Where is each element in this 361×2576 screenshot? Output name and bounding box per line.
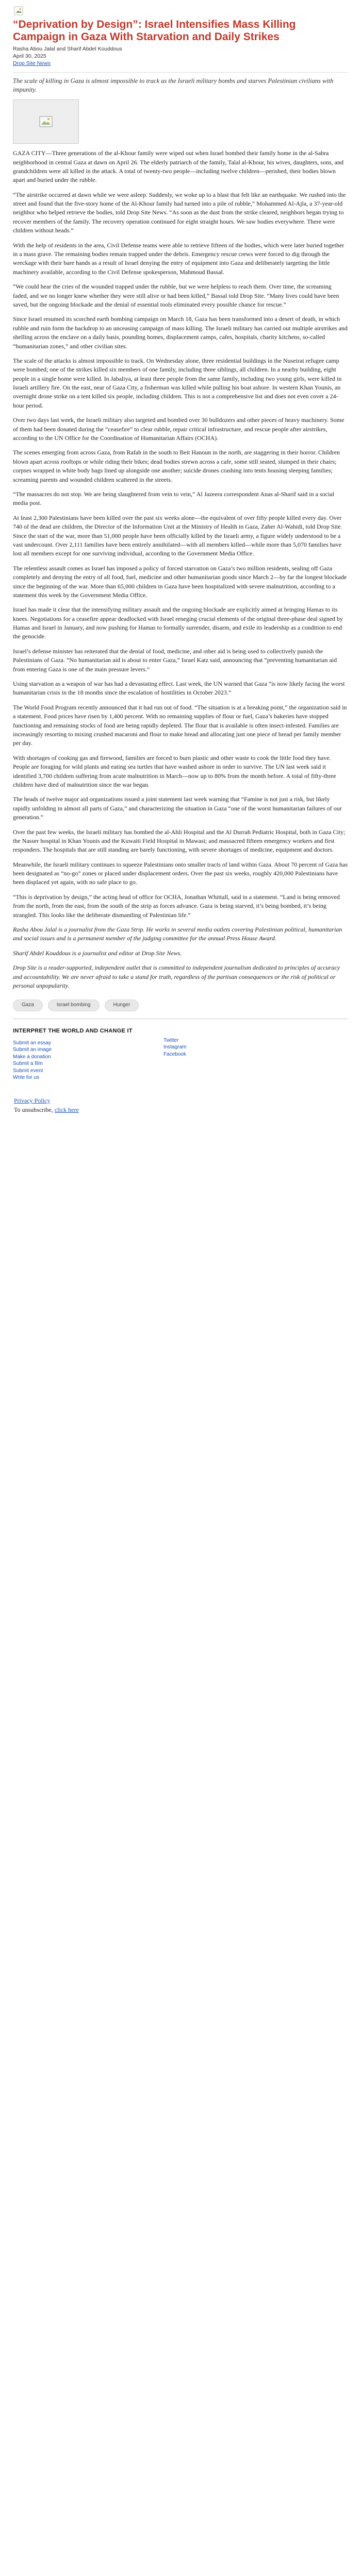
logo-icon[interactable]	[14, 6, 23, 15]
paragraph: The World Food Program recently announced that it had run out of food. “The situation is at a breaking point,” the organization said in a statement. Food prices have risen by 1,400 percent. With no remaining supplies of flour or fuel, Gaza’s bakeries have stopped functioning and remaining stocks of food are being rapidly depleted. The flour that is available is often insect-infested. Families are increasingly resorting to mixing crushed macaroni and flour to make bread and allocating just one piece of bread per family member per day.	[13, 703, 347, 747]
footer-link-submit-film[interactable]: Submit a film	[13, 1061, 43, 1067]
paragraph: Israel has made it clear that the intensifying military assault and the ongoing blockade are explicitly aimed at bringing Hamas to its knees. Negotiations for a ceasefire appear deadlocked with Israel reneging crucial elements of the original three-phase deal signed by Hamas and Israel in January, and now pushing for Hamas to formally surrender, disarm, and exile its leadership as a condition to end the genocide.	[13, 606, 343, 640]
unsubscribe-prefix: To unsubscribe,	[14, 1106, 53, 1114]
footer-link-twitter[interactable]: Twitter	[163, 1037, 179, 1043]
paragraph: The relentless assault comes as Israel has imposed a policy of forced starvation on Gaza’s two million residents, sealing off Gaza completely and denying the entry of all food, fuel, medicine and other humanitarian goods since March 2—by far the longest blockade since the beginning of the war. More than 65,000 children in Gaza have been hospitalized with severe malnutrition, according to a statement this week by the Government Media Office.	[13, 564, 347, 599]
paragraph: With shortages of cooking gas and firewood, families are forced to burn plastic and other waste to cook the little food they have. People are foraging for wild plants and eating sea turtles that have washed ashore in order to survive. The UN last week said it identified 3,700 children suffering from acute malnutrition in March—now up to 80% from the month before. A total of fifty-three children have died of malnutrition since the war began.	[13, 754, 336, 788]
article-body	[13, 149, 348, 990]
byline	[13, 46, 348, 67]
tag-hunger[interactable]: Hunger	[105, 999, 139, 1011]
paragraph: The heads of twelve major aid organizations issued a joint statement last week warning that “Famine is not just a risk, but likely rapidly unfolding in almost all parts of Gaza,” and characterizing the situation in Gaza “one of the worst humanitarian failures of our generation.”	[13, 795, 342, 821]
unsubscribe-line	[14, 1105, 348, 1115]
paragraph: Over the past few weeks, the Israeli military has bombed the al-Ahli Hospital and the Al Durrah Pediatric Hospital, both in Gaza City; the Nasser hospital in Khan Younis and the Kuwaiti Field Hospital in Mawasi; and massacred fifteen emergency workers and first responders. The hospitals that are still standing are barely functioning, with severe shortages of medicine, equipment and doctors.	[13, 828, 346, 854]
author-bio: Rasha Abou Jalal is a journalist from the Gaza Strip. He works in several media outlets covering Palestinian political, humanitarian and social issues and is a permanent member of the judging committee for the annual Press House Award.	[13, 926, 342, 942]
paragraph: The scenes emerging from across Gaza, from Rafah in the south to Beit Hanoun in the north, are staggering in their horror. Children blown apart across rooftops or while riding their bikes; dead bodies strewn across a cafe, some still seated, slumped in their chairs; corpses wrapped in white body bags lined up alongside one another; suicide drones crashing into tents housing sleeping families; screaming parents and wounded children scattered in the streets.	[13, 449, 340, 483]
tag-israel-bombing[interactable]: Israel bombing	[48, 999, 100, 1011]
paragraph: Over two days last week, the Israeli military also targeted and bombed over 30 bulldozers and other pieces of heavy machinery. Some of them had been donated during the “ceasefire” to clear rubble, repair critical infrastructure, and rescue people after airstrikes, according to the UN Office for the Coordination of Humanitarian Affairs (OCHA).	[13, 416, 344, 442]
footer-heading: INTERPRET THE WORLD AND CHANGE IT	[13, 1027, 133, 1034]
publication-note: Drop Site is a reader-supported, independent outlet that is committed to independent journalism dedicated to principles of accuracy and accountability. We are never afraid to take a stand for truth, regardless of the partisan consequences or the risk of political or personal unpopularity.	[13, 964, 340, 989]
paragraph: “This is deprivation by design,” the acting head of office for OCHA, Jonathan Whittall, said in a statement. “Land is being removed from the north, from the east, from the south of the strip as forces advance. Gaza is being starved, it’s being bombed, it’s being strangled. This looks like the deliberate dismantling of Palestinian life.”	[13, 893, 340, 919]
footer-link-facebook[interactable]: Facebook	[163, 1051, 186, 1057]
footer-link-donation[interactable]: Make a donation	[13, 1054, 51, 1060]
paragraph: Since Israel resumed its scorched earth bombing campaign on March 18, Gaza has been transformed into a desert of death, in which rubble and ruin form the backdrop to an unceasing campaign of mass killing. The Israeli military has carried out multiple airstrikes and shelling across the enclave on a daily basis, pounding homes, displacement camps, cafes, hospitals, charity kitchens, so-called “humanitarian zones,” and other civilian sites.	[13, 315, 348, 350]
author-bio: Sharif Abdel Kouddous is a journalist and editor at Drop Site News.	[13, 949, 182, 957]
paragraph: GAZA CITY—Three generations of the al-Khour family were wiped out when Israel bombed their family home in the al-Sabra neighborhood in central Gaza at dawn on April 26. The elderly patriarch of the family, Talal al-Khour, his wives, daughters, sons, and grandchildren were all killed in the attack. A total of twenty-two people—including twelve children—perished, their bodies blown apart and buried under the rubble.	[13, 149, 343, 184]
tag-list	[13, 999, 348, 1011]
privacy-policy-link[interactable]: Privacy Policy	[14, 1096, 51, 1104]
paragraph: “The airstrike occurred at dawn while we were asleep. Suddenly, we woke up to a blast that felt like an earthquake. We rushed into the street and found that the five-story home of the Al-Khour family had turned into a pile of rubble,” Mohammed Al-Ajla, a 37-year-old neighbor who helped retrieve the bodies, told Drop Site News. “As soon as the dust from the strike cleared, neighbors began trying to recover members of the family. The recovery operation continued for eight straight hours. We saw bodies everywhere. There were children without heads.”	[13, 191, 346, 234]
article-headline: “Deprivation by Design”: Israel Intensifies Mass Killing Campaign in Gaza With Starvation and Daily Strikes	[13, 19, 296, 43]
paragraph: Israel’s defense minister has reiterated that the denial of food, medicine, and other aid is being used to collectively punish the Palestinians of Gaza. “No humanitarian aid is about to enter Gaza,” Israel Katz said, announcing that “preventing humanitarian aid from entering Gaza is one of the main pressure levers.”	[13, 647, 337, 673]
tag-gaza[interactable]: Gaza	[13, 999, 43, 1011]
paragraph: “The massacres do not stop. We are being slaughtered from vein to vein,” Al Jazeera correspondent Anas al-Sharif said in a social media post.	[13, 490, 334, 507]
footer	[13, 1019, 348, 1081]
paragraph: The scale of the attacks is almost impossible to track. On Wednesday alone, three residential buildings in the Nuseirat refugee camp were bombed; one of the strikes killed six members of one family, including three siblings, all children. In a nearby building, eight people in a single home were killed. In Jabaliya, at least three people from the same family, including two young girls, were killed in Israeli artillery fire. On the east, near of Gaza City, a fisherman was killed while pulling his boat ashore. In western Khan Younis, an overnight drone strike on a tent killed six people, including children. This is not a comprehensive list and does not even cover a 24-hour period.	[13, 357, 342, 409]
footer-link-submit-image[interactable]: Submit an image	[13, 1047, 52, 1053]
article-photo	[13, 99, 79, 144]
image-placeholder-icon	[39, 116, 53, 127]
article-date: April 30, 2025	[13, 53, 46, 60]
publication-link[interactable]: Drop Site News	[13, 60, 51, 66]
paragraph: At least 2,300 Palestinians have been killed over the past six weeks alone—the equivalent of over fifty people killed every day. Over 740 of the dead are children, the Director of the Information Unit at the Ministry of Health in Gaza, Zaher Al-Wahidi, told Drop Site. Since the start of the war, more than 51,000 people have been officially killed by the Israeli army, a figure widely understood to be a vast undercount. Over 2,111 families have been entirely annihilated—with all members killed—while more than 5,070 families have lost all members except for one surviving individual, according to the Government Media Office.	[13, 514, 342, 557]
article-container	[13, 0, 348, 1117]
paragraph: Meanwhile, the Israeli military continues to squeeze Palestinians onto smaller tracts of land within Gaza. About 70 percent of Gaza has been designated as “no-go” zones or placed under displacement orders. Over the past six weeks, roughly 420,000 Palestinians have been displaced yet again, with no safe place to go.	[13, 860, 348, 886]
footer-left-column	[13, 1027, 133, 1081]
footer-link-write-for-us[interactable]: Write for us	[13, 1075, 39, 1081]
paragraph: Using starvation as a weapon of war has had a devastating effect. Last week, the UN warned that Gaza “is now likely facing the worst humanitarian crisis in the 18 months since the escalation of hostilities in October 2023.”	[13, 680, 345, 697]
footer-link-submit-event[interactable]: Submit event	[13, 1067, 43, 1074]
author-names: Rasha Abou Jalal and Sharif Abdel Kouddous	[13, 46, 122, 53]
footer-right-column	[163, 1027, 186, 1081]
article-dek: The scale of killing in Gaza is almost impossible to track as the Israeli military bombs and starves Palestinian civilians with impunity.	[13, 77, 334, 94]
paragraph: With the help of residents in the area, Civil Defense teams were able to retrieve fifteen of the bodies, which were later buried together in a mass grave. The remaining bodies remain trapped under the debris. Emergency rescue crews were forced to dig through the wreckage with their bare hands as a result of Israel denying the entry of equipment into Gaza and deliberately targeting the little machinery available, according to the Civil Defense spokesperson, Mahmoud Bassal.	[13, 241, 344, 276]
page	[0, 0, 361, 1117]
unsubscribe-link[interactable]: click here	[54, 1106, 79, 1114]
paragraph: “We could hear the cries of the wounded trapped under the rubble, but we were helpless to reach them. Over time, the screaming faded, and we no longer knew whether they were still alive or had been killed,” Bassal told Drop Site. “Many lives could have been saved, but the ongoing blockade and the denial of essential tools eliminated every possible chance for rescue.”	[13, 283, 339, 308]
divider	[13, 72, 348, 73]
footer-link-instagram[interactable]: Instagram	[163, 1044, 187, 1050]
footer-link-submit-essay[interactable]: Submit an essay	[13, 1040, 51, 1046]
policy-section	[13, 1081, 348, 1117]
